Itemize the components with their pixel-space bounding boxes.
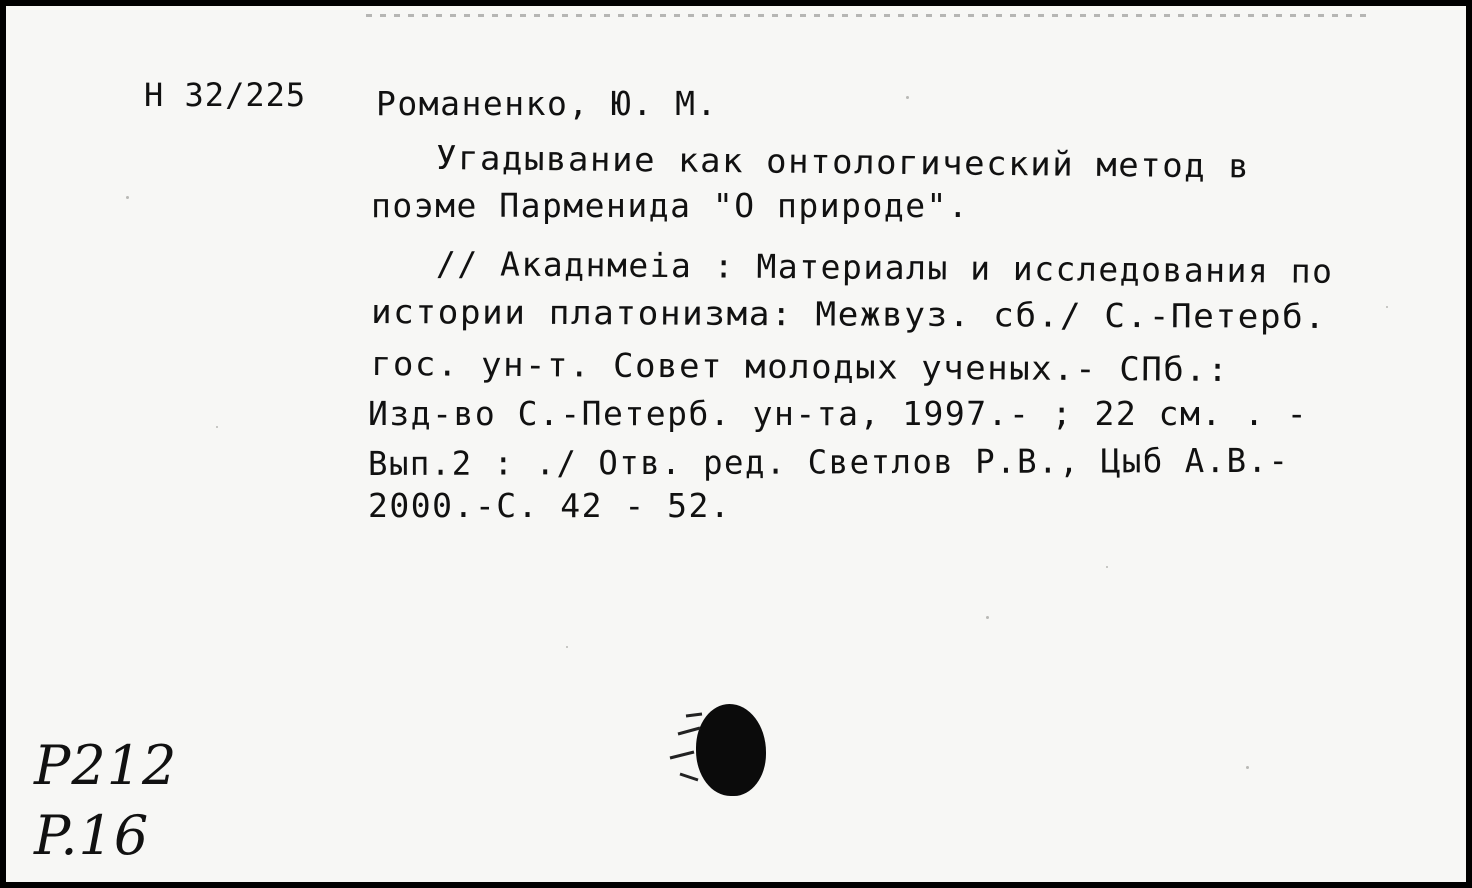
title-line-1: Угадывание как онтологический метод в <box>435 138 1251 186</box>
pages-line: 2000.-С. 42 - 52. <box>368 486 732 525</box>
scan-speck <box>126 196 129 199</box>
series-line-2: истории платонизма: Межвуз. сб./ С.-Петерб. <box>370 292 1327 337</box>
author-line: Романенко, Ю. М. <box>376 84 718 123</box>
scan-speck <box>1106 566 1108 568</box>
scan-speck <box>216 426 218 428</box>
title-line-2: поэме Парменида "О природе". <box>371 186 970 225</box>
top-scan-noise <box>366 14 1366 17</box>
scan-speck <box>1246 766 1249 769</box>
handwritten-mark-1: P212 <box>34 734 178 797</box>
series-line-1: // Акаднмеia : Материалы и исследования по <box>435 244 1334 291</box>
scan-speck <box>906 96 909 99</box>
issue-line: Вып.2 : ./ Отв. ред. Светлов Р.В., Цыб А.В.- <box>367 440 1290 483</box>
call-number: Н 32/225 <box>144 76 307 114</box>
series-line-3: гос. ун-т. Совет молодых ученых.- СПб.: <box>370 344 1230 389</box>
catalog-card <box>6 6 1466 882</box>
publisher-line: Изд-во С.-Петерб. ун-та, 1997.- ; 22 см. . - <box>368 394 1309 433</box>
handwritten-mark-2: P.16 <box>34 804 150 867</box>
punch-hole-edge-marks <box>658 706 708 796</box>
scan-speck <box>1386 306 1388 308</box>
scan-speck <box>566 646 568 648</box>
scan-speck <box>986 616 989 619</box>
